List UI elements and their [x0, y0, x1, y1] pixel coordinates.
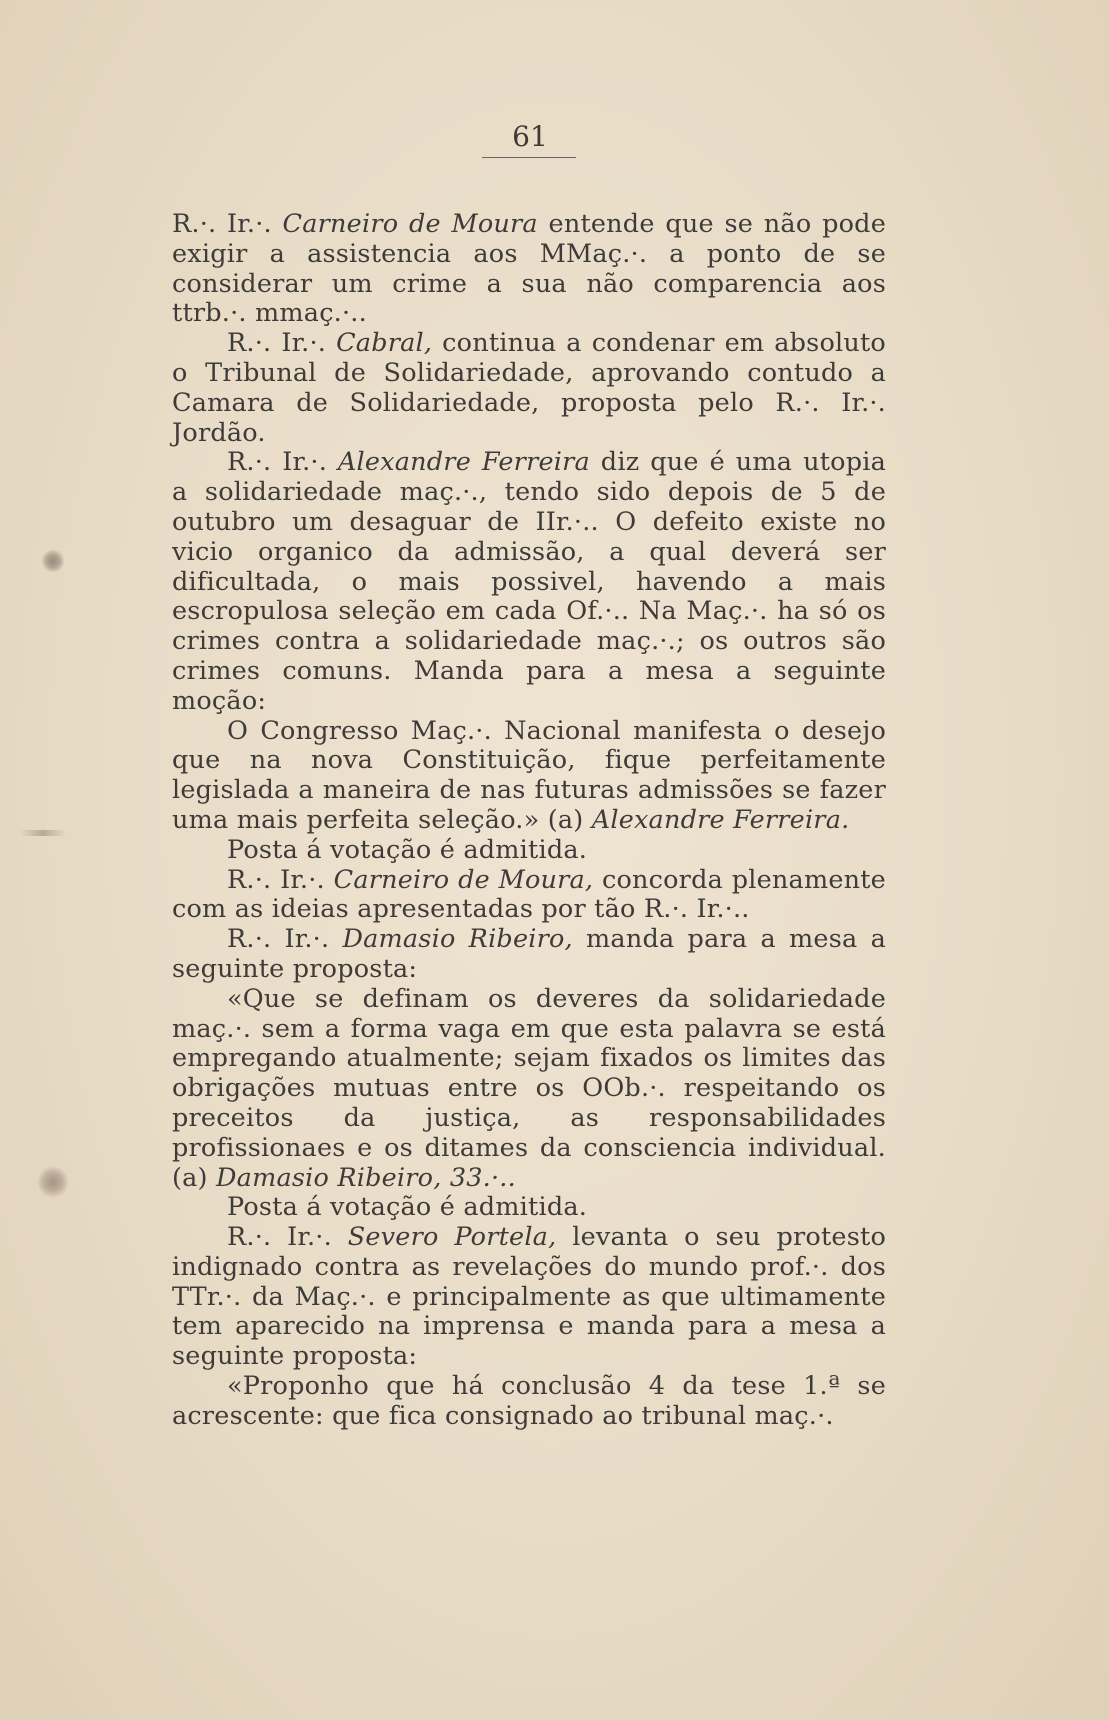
page-number-rule [482, 157, 576, 158]
page-number: 61 [512, 120, 548, 153]
page-stain [42, 548, 64, 574]
paragraph: Posta á votação é admitida. [227, 834, 588, 865]
paragraph-motion: O Congresso Maç.·. Nacional manifesta o desejo que na nova Constituição, fique perfeitamente legislada a maneira de nas futuras admissões se fazer uma mais perfeita seleção.» (a) Alexandre Ferreira. [172, 715, 886, 835]
paragraph: R.·. Ir.·. Cabral, continua a condenar em absoluto o Tribunal de Solidariedade, aprovando contudo a Camara de Solidariedade, proposta pelo R.·. Ir.·. Jordão. [172, 328, 886, 448]
paragraph-proposal: «Que se definam os deveres da solidariedade maç.·. sem a forma vaga em que esta palavra se está empregando atualmente; sejam fixados os limites das obrigações mutuas entre os OOb.·. respeitando os preceitos da justiça, as responsabilidades profissionaes e os ditames da consciencia individual. (a) Damasio Ribeiro, 33.·.. [172, 983, 886, 1193]
paragraph: R.·. Ir.·. Damasio Ribeiro, manda para a mesa a seguinte proposta: [172, 924, 886, 984]
paragraph: R.·. Ir.·. Carneiro de Moura entende que se não pode exigir a assistencia aos MMaç.·. a ponto de se considerar um crime a sua não comparencia aos ttrb.·. mmaç.·.. [172, 209, 886, 329]
paragraph: R.·. Ir.·. Alexandre Ferreira diz que é uma utopia a solidariedade maç.·., tendo sido depois de 5 de outubro um desaguar de IIr.·.. O defeito existe no vicio organico da admissão, a qual deverá ser dificultada, o mais possivel, havendo a mais escropulosa seleção em cada Of.·.. Na Maç.·. ha só os crimes contra a solidariedade maç.·.; os outros são crimes comuns. Manda para a mesa a seguinte moção: [172, 447, 886, 716]
body-text [172, 210, 886, 1432]
paragraph-proposal: «Proponho que há conclusão 4 da tese 1.ª se acrescente: que fica consignado ao tribunal maç.·. [172, 1371, 886, 1431]
paragraph: Posta á votação é admitida. [227, 1192, 588, 1223]
page-stain [38, 1165, 68, 1199]
paragraph: R.·. Ir.·. Carneiro de Moura, concorda plenamente com as ideias apresentadas por tão R.·. Ir.·.. [172, 864, 886, 925]
page-stain [20, 830, 66, 836]
paragraph: R.·. Ir.·. Severo Portela, levanta o seu protesto indignado contra as revelações do mundo prof.·. dos TTr.·. da Maç.·. e principalmente as que ultimamente tem aparecido na imprensa e manda para a mesa a seguinte proposta: [172, 1222, 886, 1372]
